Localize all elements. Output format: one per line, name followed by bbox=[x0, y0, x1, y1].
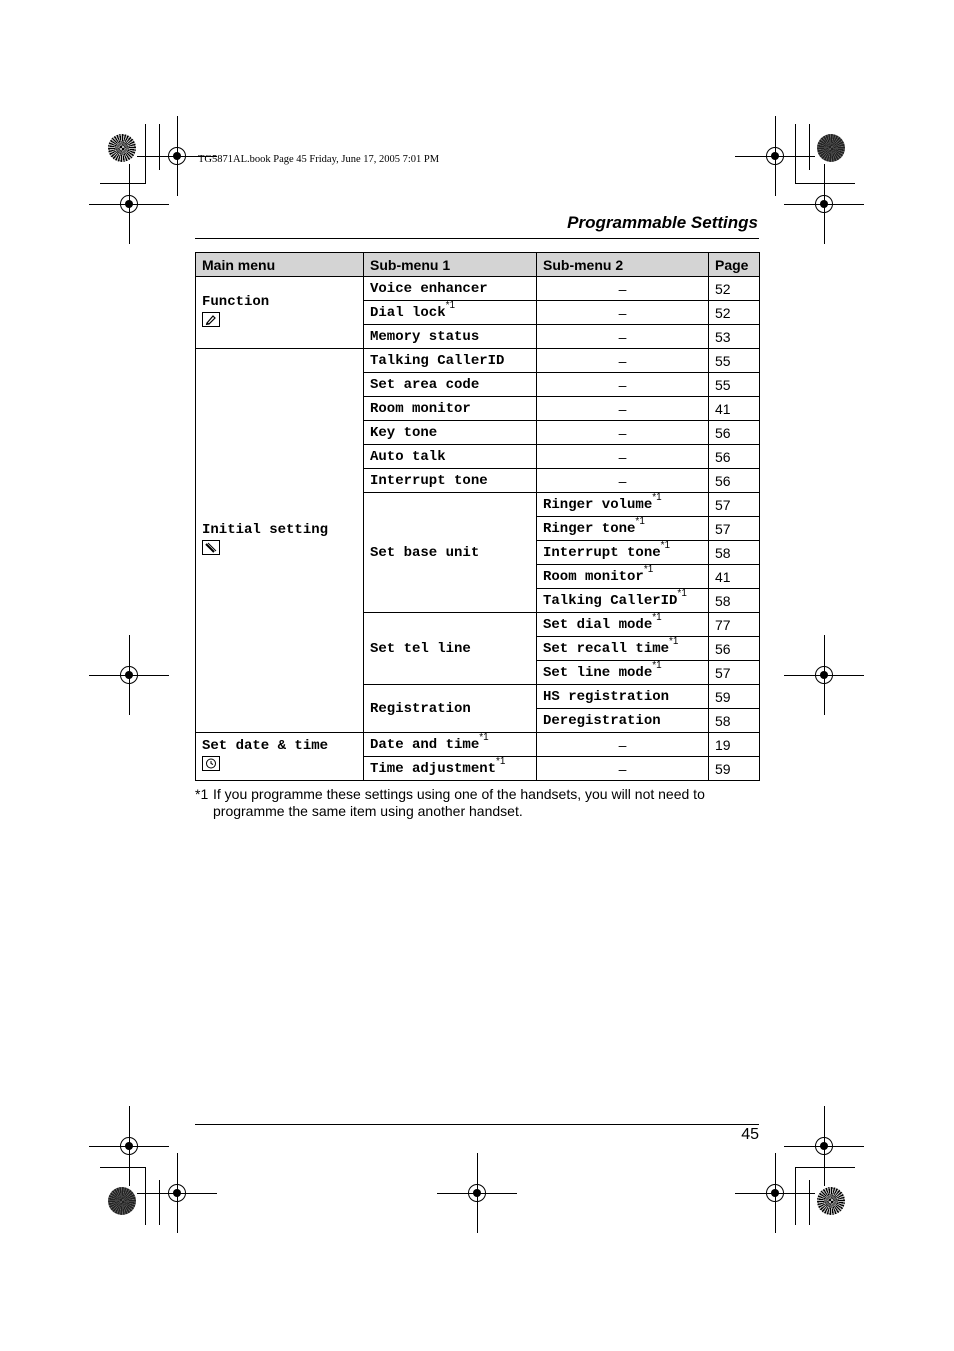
sub-menu-2-cell bbox=[537, 493, 709, 517]
sub-menu-2-cell bbox=[537, 685, 709, 709]
sub-menu-1-cell bbox=[364, 469, 537, 493]
table-header-row bbox=[196, 253, 760, 277]
main-menu-cell bbox=[196, 349, 364, 733]
cell-text: Talking CallerID bbox=[543, 592, 678, 609]
cell-text: Dial lock bbox=[370, 304, 446, 321]
cell-text: – bbox=[618, 304, 627, 321]
sub-menu-1-cell bbox=[364, 397, 537, 421]
registration-target-icon bbox=[812, 663, 836, 687]
sub-menu-2-cell bbox=[537, 421, 709, 445]
sub-menu-1-cell bbox=[364, 325, 537, 349]
page-cell: 59 bbox=[709, 685, 760, 709]
column-header: Sub-menu 2 bbox=[537, 253, 709, 277]
footnote-ref: *1 bbox=[445, 299, 456, 311]
registration-starburst-icon bbox=[108, 134, 136, 162]
cell-text: Ringer volume bbox=[543, 496, 653, 513]
cell-text: Set base unit bbox=[370, 544, 480, 561]
main-menu-label: Set date & time bbox=[202, 737, 329, 754]
cell-text: – bbox=[618, 760, 627, 777]
page-cell: 77 bbox=[709, 613, 760, 637]
sub-menu-1-cell bbox=[364, 733, 537, 757]
footnote-ref: *1 bbox=[652, 611, 662, 623]
page-cell: 58 bbox=[709, 541, 760, 565]
page-cell: 56 bbox=[709, 445, 760, 469]
bottom-rule bbox=[195, 1124, 759, 1125]
page-cell: 55 bbox=[709, 349, 760, 373]
cell-text: Voice enhancer bbox=[370, 280, 488, 297]
cell-text: Room monitor bbox=[370, 400, 471, 417]
page-cell: 56 bbox=[709, 421, 760, 445]
sub-menu-2-cell bbox=[537, 325, 709, 349]
cell-text: Set dial mode bbox=[543, 616, 653, 633]
page-number: 45 bbox=[741, 1126, 759, 1143]
registration-starburst-icon bbox=[817, 1187, 845, 1215]
main-menu-cell bbox=[196, 277, 364, 349]
registration-target-icon bbox=[117, 663, 141, 687]
table-row bbox=[196, 277, 760, 301]
cell-text: Deregistration bbox=[543, 712, 661, 729]
registration-target-icon bbox=[812, 1134, 836, 1158]
sub-menu-2-cell bbox=[537, 349, 709, 373]
crop-mark bbox=[795, 1167, 855, 1168]
sub-menu-1-cell bbox=[364, 685, 537, 733]
registration-target-icon bbox=[117, 192, 141, 216]
sub-menu-2-cell bbox=[537, 541, 709, 565]
footnote-ref: *1 bbox=[669, 635, 679, 647]
cell-text: Interrupt tone bbox=[370, 472, 488, 489]
registration-starburst-icon bbox=[817, 134, 845, 162]
crop-mark bbox=[809, 124, 810, 170]
sub-menu-1-cell bbox=[364, 445, 537, 469]
crop-mark bbox=[809, 1180, 810, 1225]
footnote-mark: *1 bbox=[195, 786, 209, 802]
clock-icon bbox=[202, 756, 220, 771]
cell-text: – bbox=[618, 448, 627, 465]
cell-text: Set line mode bbox=[543, 664, 653, 681]
registration-target-icon bbox=[165, 144, 189, 168]
crop-mark bbox=[795, 124, 796, 184]
table-row bbox=[196, 733, 760, 757]
cell-text: Set tel line bbox=[370, 640, 471, 657]
crop-mark bbox=[795, 1167, 796, 1225]
crop-mark bbox=[100, 183, 146, 184]
footnote-text-line2: programme the same item using another handset. bbox=[213, 803, 523, 819]
page-cell: 56 bbox=[709, 469, 760, 493]
footnote-ref: *1 bbox=[496, 755, 506, 767]
cell-text: Time adjustment bbox=[370, 760, 497, 777]
cell-text: Auto talk bbox=[370, 448, 446, 465]
crop-mark bbox=[100, 1167, 146, 1168]
page-cell: 41 bbox=[709, 565, 760, 589]
sub-menu-1-cell bbox=[364, 373, 537, 397]
cell-text: Talking CallerID bbox=[370, 352, 505, 369]
registration-target-icon bbox=[117, 1134, 141, 1158]
cell-text: – bbox=[618, 376, 627, 393]
print-slug: TG5871AL.book Page 45 Friday, June 17, 2005 7:01 PM bbox=[198, 154, 440, 165]
section-title: Programmable Settings bbox=[567, 213, 758, 232]
main-menu-label: Function bbox=[202, 293, 270, 310]
sub-menu-1-cell bbox=[364, 277, 537, 301]
page-cell: 52 bbox=[709, 301, 760, 325]
sub-menu-2-cell bbox=[537, 709, 709, 733]
cell-text: Room monitor bbox=[543, 568, 644, 585]
sub-menu-1-cell bbox=[364, 301, 537, 325]
cell-text: – bbox=[618, 472, 627, 489]
function-icon bbox=[202, 312, 220, 327]
sub-menu-1-cell bbox=[364, 421, 537, 445]
footnote-ref: *1 bbox=[652, 491, 662, 503]
page-cell: 59 bbox=[709, 757, 760, 781]
page-cell: 55 bbox=[709, 373, 760, 397]
sub-menu-2-cell bbox=[537, 661, 709, 685]
footnote-ref: *1 bbox=[635, 515, 645, 527]
registration-target-icon bbox=[165, 1181, 189, 1205]
page-cell: 53 bbox=[709, 325, 760, 349]
registration-target-icon bbox=[763, 1181, 787, 1205]
page-cell: 58 bbox=[709, 589, 760, 613]
column-header: Page bbox=[709, 253, 760, 277]
footnote-ref: *1 bbox=[660, 539, 671, 551]
sub-menu-2-cell bbox=[537, 565, 709, 589]
cell-text: – bbox=[618, 352, 627, 369]
cell-text: – bbox=[618, 424, 627, 441]
settings-table bbox=[195, 252, 760, 781]
crop-mark bbox=[159, 1180, 160, 1225]
page-cell: 58 bbox=[709, 709, 760, 733]
page-cell: 19 bbox=[709, 733, 760, 757]
footnote-ref: *1 bbox=[677, 587, 687, 599]
registration-target-icon bbox=[465, 1181, 489, 1205]
registration-target-icon bbox=[763, 144, 787, 168]
cell-text: Set area code bbox=[370, 376, 480, 393]
sub-menu-1-cell bbox=[364, 757, 537, 781]
footnote bbox=[195, 786, 759, 820]
crop-mark bbox=[145, 124, 146, 184]
sub-menu-1-cell bbox=[364, 349, 537, 373]
cell-text: – bbox=[618, 736, 627, 753]
crop-mark bbox=[795, 183, 855, 184]
initial-setting-icon bbox=[202, 540, 220, 555]
page-cell: 52 bbox=[709, 277, 760, 301]
cell-text: Key tone bbox=[370, 424, 438, 441]
sub-menu-2-cell bbox=[537, 757, 709, 781]
main-menu-label: Initial setting bbox=[202, 521, 329, 538]
crop-mark bbox=[145, 1167, 146, 1225]
footnote-text-line1: If you programme these settings using one of the handsets, you will not need to bbox=[213, 786, 705, 802]
column-header: Main menu bbox=[196, 253, 364, 277]
title-rule bbox=[195, 238, 759, 239]
crop-mark bbox=[159, 124, 160, 170]
cell-text: – bbox=[618, 328, 627, 345]
sub-menu-2-cell bbox=[537, 301, 709, 325]
sub-menu-2-cell bbox=[537, 397, 709, 421]
cell-text: Set recall time bbox=[543, 640, 670, 657]
table-row bbox=[196, 349, 760, 373]
footnote-ref: *1 bbox=[652, 659, 662, 671]
sub-menu-2-cell bbox=[537, 445, 709, 469]
sub-menu-2-cell bbox=[537, 517, 709, 541]
page-cell: 57 bbox=[709, 661, 760, 685]
page-cell: 57 bbox=[709, 517, 760, 541]
sub-menu-1-cell bbox=[364, 493, 537, 613]
cell-text: – bbox=[618, 400, 627, 417]
sub-menu-2-cell bbox=[537, 637, 709, 661]
cell-text: HS registration bbox=[543, 688, 670, 705]
footnote-ref: *1 bbox=[643, 563, 654, 575]
sub-menu-1-cell bbox=[364, 613, 537, 685]
cell-text: – bbox=[618, 280, 627, 297]
cell-text: Memory status bbox=[370, 328, 480, 345]
page-cell: 41 bbox=[709, 397, 760, 421]
page-cell: 57 bbox=[709, 493, 760, 517]
sub-menu-2-cell bbox=[537, 277, 709, 301]
cell-text: Date and time bbox=[370, 736, 480, 753]
main-menu-cell bbox=[196, 733, 364, 781]
footnote-ref: *1 bbox=[479, 731, 489, 743]
sub-menu-2-cell bbox=[537, 733, 709, 757]
sub-menu-2-cell bbox=[537, 589, 709, 613]
column-header: Sub-menu 1 bbox=[364, 253, 537, 277]
cell-text: Ringer tone bbox=[543, 520, 636, 537]
sub-menu-2-cell bbox=[537, 469, 709, 493]
registration-target-icon bbox=[812, 192, 836, 216]
cell-text: Registration bbox=[370, 700, 471, 717]
registration-starburst-icon bbox=[108, 1187, 136, 1215]
cell-text: Interrupt tone bbox=[543, 544, 661, 561]
sub-menu-2-cell bbox=[537, 613, 709, 637]
page-cell: 56 bbox=[709, 637, 760, 661]
sub-menu-2-cell bbox=[537, 373, 709, 397]
settings-table-body bbox=[196, 277, 760, 781]
